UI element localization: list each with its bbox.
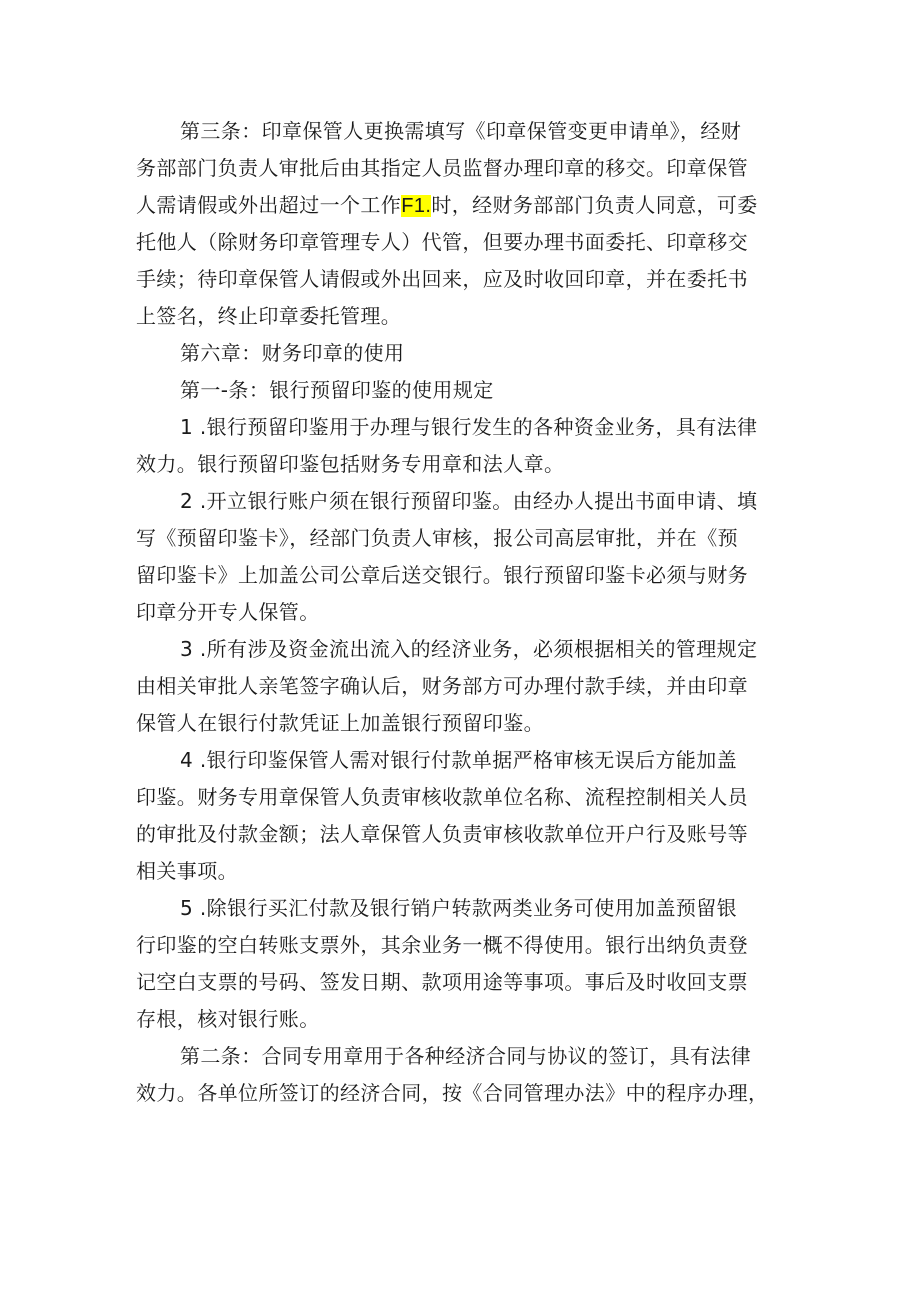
text-line: 相关事项。: [136, 859, 238, 883]
text-line: 2 .开立银行账户须在银行预留印鉴。由经办人提出书面申请、填: [180, 489, 758, 513]
text-line: 务部部门负责人审批后由其指定人员监督办理印章的移交。印章保管: [136, 156, 748, 180]
paragraph-item-4: [136, 742, 786, 890]
highlighted-marker: F1.: [401, 195, 432, 217]
text-line: 第六章：财务印章的使用: [180, 341, 405, 365]
text-line: 托他人（除财务印章管理专人）代管，但要办理书面委托、印章移交: [136, 230, 748, 254]
text-line: 5 .除银行买汇付款及银行销户转款两类业务可使用加盖预留银: [180, 896, 738, 920]
text-line: 留印鉴卡》上加盖公司公章后送交银行。银行预留印鉴卡必须与财务: [136, 563, 748, 587]
text-line: 1 .银行预留印鉴用于办理与银行发生的各种资金业务，具有法律: [180, 415, 758, 439]
text-line: 记空白支票的号码、签发日期、款项用途等事项。事后及时收回支票: [136, 970, 748, 994]
text-segment: 时，经财务部部门负责人同意，可委: [431, 193, 758, 217]
text-line: 手续；待印章保管人请假或外出回来，应及时收回印章，并在委托书: [136, 267, 748, 291]
paragraph-article-3: [136, 113, 786, 335]
text-line: 存根，核对银行账。: [136, 1007, 320, 1031]
document-body: [136, 113, 786, 1112]
chapter-heading: [136, 335, 786, 372]
paragraph-item-2: [136, 483, 786, 631]
text-line: 印鉴。财务专用章保管人负责审核收款单位名称、流程控制相关人员: [136, 785, 748, 809]
text-line: 效力。银行预留印鉴包括财务专用章和法人章。: [136, 452, 565, 476]
article-heading: [136, 372, 786, 409]
paragraph-article-2: [136, 1038, 786, 1112]
text-line: 第二条：合同专用章用于各种经济合同与协议的签订，具有法律: [180, 1044, 752, 1068]
paragraph-item-5: [136, 890, 786, 1038]
text-line-with-highlight: [136, 187, 786, 224]
text-line: 第一-条：银行预留印鉴的使用规定: [180, 378, 494, 402]
text-line: 写《预留印鉴卡》，经部门负责人审核，报公司高层审批，并在《预: [136, 526, 738, 550]
paragraph-item-3: [136, 631, 786, 742]
text-line: 由相关审批人亲笔签字确认后，财务部方可办理付款手续，并由印章: [136, 674, 748, 698]
paragraph-item-1: [136, 409, 786, 483]
text-line: 上签名，终止印章委托管理。: [136, 304, 402, 328]
text-line: 效力。各单位所签订的经济合同，按《合同管理办法》中的程序办理，: [136, 1081, 769, 1105]
text-line: 的审批及付款金额；法人章保管人负责审核收款单位开户行及账号等: [136, 822, 748, 846]
text-line: 行印鉴的空白转账支票外，其余业务一概不得使用。银行出纳负责登: [136, 933, 748, 957]
text-line: 保管人在银行付款凭证上加盖银行预留印鉴。: [136, 711, 544, 735]
text-segment: 人需请假或外出超过一个工作: [136, 193, 402, 217]
text-line: 印章分开专人保管。: [136, 600, 320, 624]
text-line: 4 .银行印鉴保管人需对银行付款单据严格审核无误后方能加盖: [180, 748, 738, 772]
text-line: 第三条：印章保管人更换需填写《印章保管变更申请单》，经财: [180, 119, 742, 143]
text-line: 3 .所有涉及资金流出流入的经济业务，必须根据相关的管理规定: [180, 637, 758, 661]
